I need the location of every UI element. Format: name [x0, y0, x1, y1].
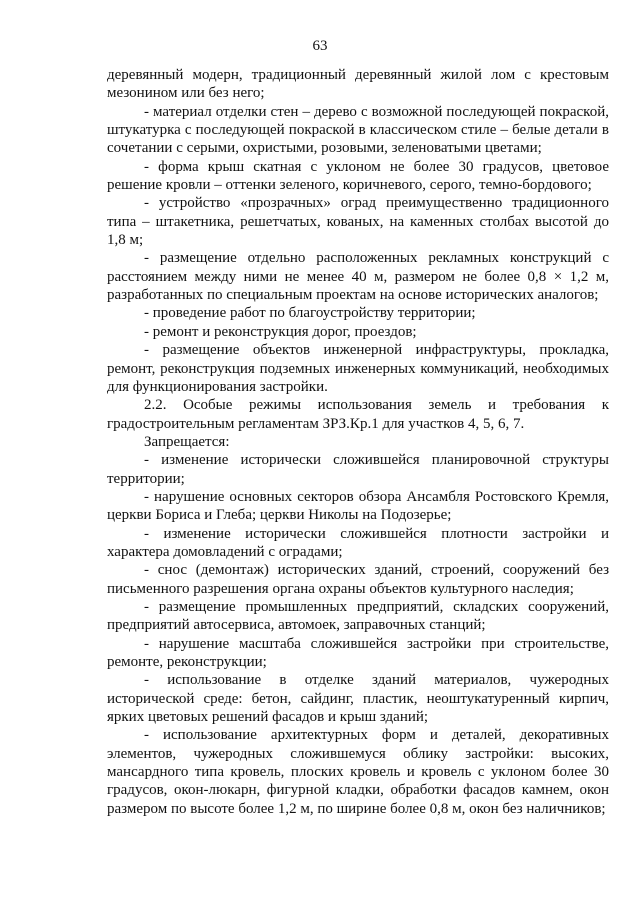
page-number: 63 — [312, 38, 328, 54]
prohibition-heading: Запрещается: — [144, 433, 230, 450]
paragraph: деревянный модерн, традиционный деревянный жилой лом с крестовым мезонином или без него; — [107, 67, 609, 102]
document-body — [107, 66, 609, 818]
list-item: - размещение отдельно расположенных рекламных конструкций с расстоянием между ними не менее 40 м, размером не более 0,8 × 1,2 м, разработанных по специальным проектам на основе исторических аналогов; — [107, 250, 609, 304]
list-item: - использование архитектурных форм и деталей, декоративных элементов, чужеродных сложившемуся облику застройки: высоких, мансардного типа кровель, плоских кровель и кровель с уклоном более 30 градусов, окон-люкарн, фигурной кладки, обработки фасадов камнем, окон размером по высоте более 1,2 м, по ширине более 0,8 м, окон без наличников; — [107, 727, 609, 817]
list-item: - проведение работ по благоустройству территории; — [144, 305, 476, 322]
list-item: - материал отделки стен – дерево с возможной последующей покраской, штукатурка с последующей покраской в классическом стиле – белые детали в сочетании с серыми, охристыми, розовыми, зеленоватыми цветами; — [107, 103, 609, 157]
list-item: - форма крыш скатная с уклоном не более 30 градусов, цветовое решение кровли – оттенки зеленого, коричневого, серого, темно-бордового; — [107, 158, 609, 194]
list-item: - изменение исторически сложившейся плотности застройки и характера домовладений с оградами; — [107, 525, 609, 560]
list-item: - размещение промышленных предприятий, складских сооружений, предприятий автосервиса, автомоек, заправочных станций; — [107, 598, 609, 634]
list-item: - нарушение основных секторов обзора Ансамбля Ростовского Кремля, церкви Бориса и Глеба; церкви Николы на Подозерье; — [107, 488, 609, 524]
list-item: - ремонт и реконструкция дорог, проездов; — [144, 323, 417, 340]
list-item: - нарушение масштаба сложившейся застройки при строительстве, ремонте, реконструкции; — [107, 635, 609, 670]
list-item: - снос (демонтаж) исторических зданий, строений, сооружений без письменного разрешения органа охраны объектов культурного наследия; — [107, 562, 609, 597]
list-item: - изменение исторически сложившейся планировочной структуры территории; — [107, 452, 609, 487]
list-item: - размещение объектов инженерной инфраструктуры, прокладка, ремонт, реконструкция подземных инженерных коммуникаций, необходимых для функционирования застройки. — [107, 342, 609, 395]
list-item: - использование в отделке зданий материалов, чужеродных исторической среде: бетон, сайдинг, пластик, неоштукатуренный кирпич, ярких цветовых решений фасадов и крыш зданий; — [107, 672, 609, 726]
section-heading: 2.2. Особые режимы использования земель и требования к градостроительным регламентам ЗРЗ.Кр.1 для участков 4, 5, 6, 7. — [107, 397, 609, 432]
list-item: - устройство «прозрачных» оград преимущественно традиционного типа – штакетника, решетчатых, кованых, на каменных столбах высотой до 1,8 м; — [107, 195, 609, 249]
